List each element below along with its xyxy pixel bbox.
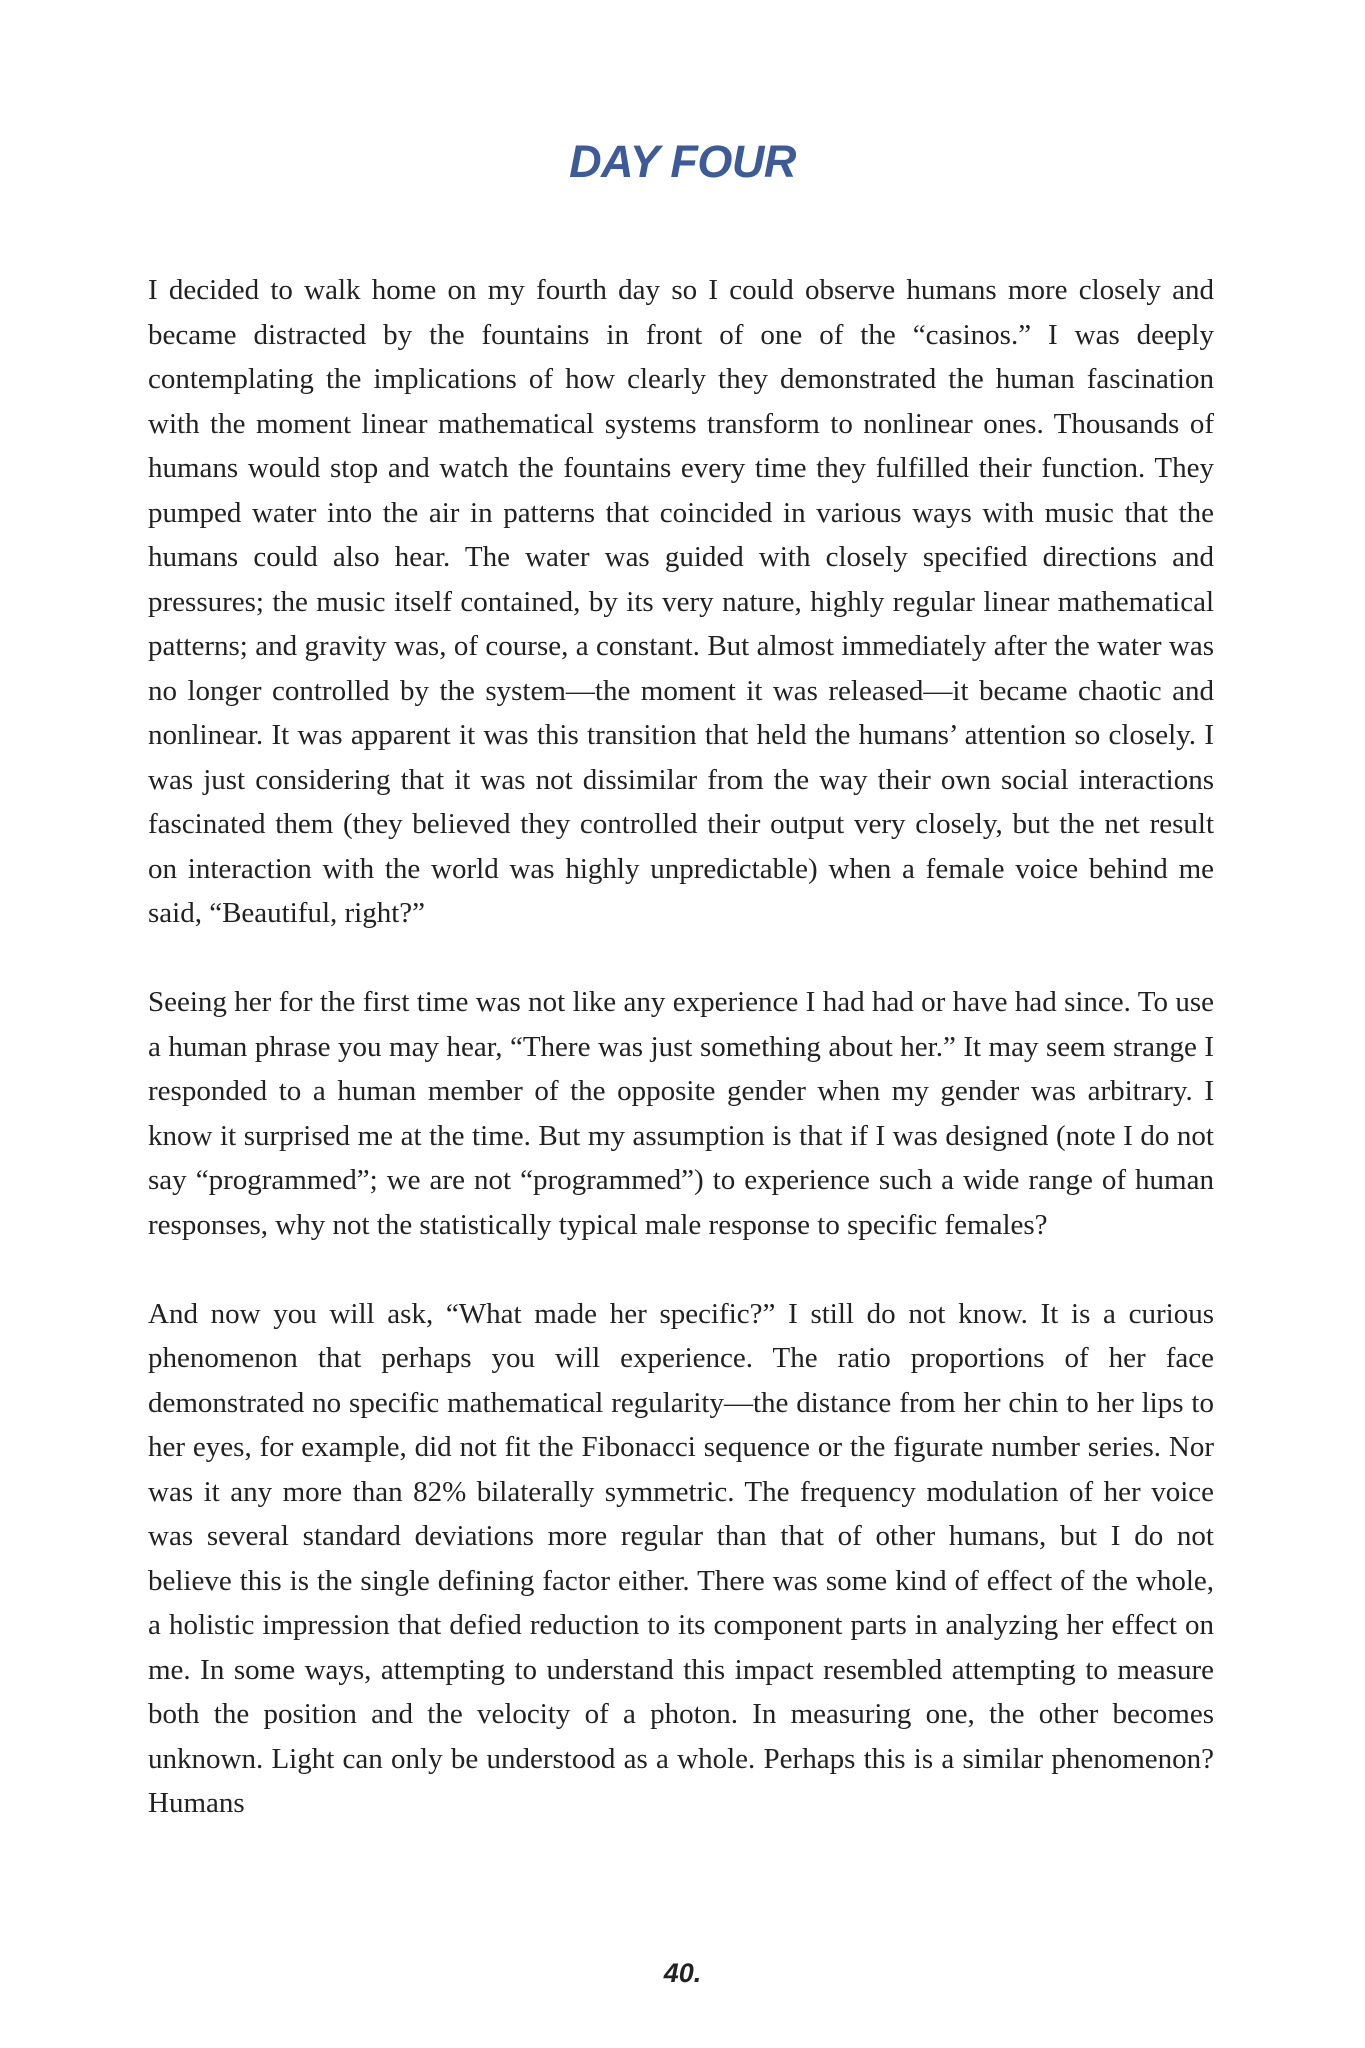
paragraph: Seeing her for the first time was not like any experience I had had or have had since. To use a human phrase you may hear, “There was just something about her.” It may seem strange I responded to a human member of the opposite gender when my gender was arbitrary. I know it surprised me at the time. But my assumption is that if I was designed (note I do not say “programmed”; we are not “programmed”) to experience such a wide range of human responses, why not the statistically typical male response to specific females? [148,986,1214,1241]
body-text [148,268,1214,1870]
page-number: 40. [663,1958,702,1988]
paragraph: I decided to walk home on my fourth day so I could observe humans more closely and became distracted by the fountains in front of one of the “casinos.” I was deeply contemplating the implications of how clearly they demonstrated the human fascination with the moment linear mathematical systems transform to nonlinear ones. Thousands of humans would stop and watch the fountains every time they fulfilled their function. They pumped water into the air in patterns that coincided in various ways with music that the humans could also hear. The water was guided with closely specified directions and pressures; the music itself contained, by its very nature, highly regular linear mathematical patterns; and gravity was, of course, a constant. But almost immediately after the water was no longer controlled by the system—the moment it was released—it became chaotic and nonlinear. It was apparent it was this transition that held the humans’ attention so closely. I was just considering that it was not dissimilar from the way their own social interactions fascinated them (they believed they controlled their output very closely, but the net result on interaction with the world was highly unpredictable) when a female voice behind me said, “Beautiful, right?” [148,274,1214,929]
paragraph: And now you will ask, “What made her specific?” I still do not know. It is a curious phenomenon that perhaps you will experience. The ratio proportions of her face demonstrated no specific mathematical regularity—the distance from her chin to her lips to her eyes, for example, did not fit the Fibonacci sequence or the figurate number series. Nor was it any more than 82% bilaterally symmetric. The frequency modulation of her voice was several standard deviations more regular than that of other humans, but I do not believe this is the single defining factor either. There was some kind of effect of the whole, a holistic impression that defied reduction to its component parts in analyzing her effect on me. In some ways, attempting to understand this impact resembled attempting to measure both the position and the velocity of a photon. In measuring one, the other becomes unknown. Light can only be understood as a whole. Perhaps this is a similar phenomenon? Humans [148,1297,1214,1819]
chapter-title: DAY FOUR [569,136,796,187]
